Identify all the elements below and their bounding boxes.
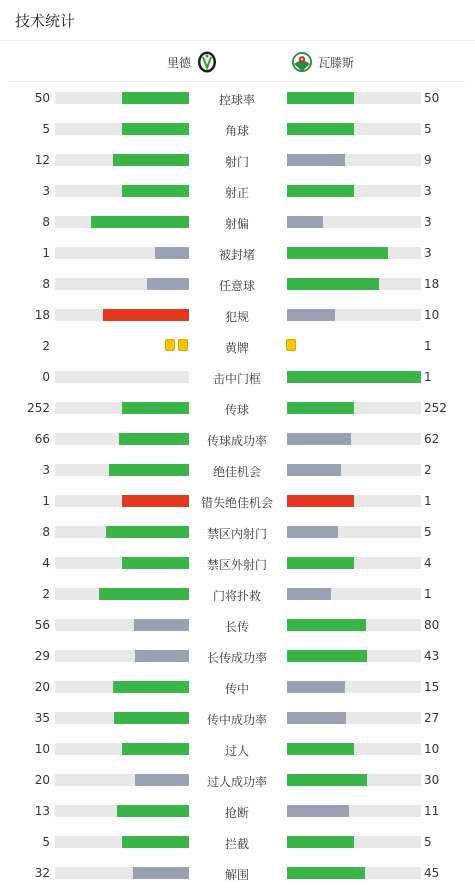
home-stat-bar — [55, 526, 189, 538]
stat-row — [0, 547, 475, 578]
home-stat-bar — [55, 619, 189, 631]
away-stat-bar — [287, 743, 421, 755]
away-stat-bar — [287, 681, 421, 693]
away-stat-bar — [287, 185, 421, 197]
away-stat-bar-fill — [287, 402, 354, 414]
home-stat-bar-fill — [99, 588, 189, 600]
away-stat-bar-fill — [287, 495, 354, 507]
home-stat-value: 8 — [42, 525, 50, 539]
away-stat-bar-fill — [287, 247, 388, 259]
home-stat-bar-fill — [109, 464, 189, 476]
away-stat-value: 15 — [424, 680, 440, 694]
away-stat-value: 3 — [424, 246, 432, 260]
home-stat-value: 20 — [34, 680, 50, 694]
away-stat-value: 43 — [424, 649, 440, 663]
away-stat-value: 80 — [424, 618, 440, 632]
yellow-card-icon — [165, 339, 175, 351]
stat-row — [0, 733, 475, 764]
home-stat-value: 2 — [42, 587, 50, 601]
home-stat-bar — [55, 712, 189, 724]
home-stat-value: 252 — [27, 401, 50, 415]
stat-label: 传中成功率 — [206, 713, 267, 727]
stat-row — [0, 144, 475, 175]
stat-label: 角球 — [224, 124, 249, 138]
away-stat-bar — [287, 464, 421, 476]
away-stat-bar-fill — [287, 185, 354, 197]
stat-row — [0, 237, 475, 268]
away-stat-value: 9 — [424, 153, 432, 167]
home-stat-bar — [55, 92, 189, 104]
home-stat-value: 20 — [34, 773, 50, 787]
home-stat-bar-fill — [91, 216, 189, 228]
stat-label: 长传 — [224, 620, 249, 634]
stat-row — [0, 392, 475, 423]
stat-label: 门将扑救 — [212, 589, 261, 603]
home-stat-bar — [55, 185, 189, 197]
home-stat-value: 1 — [42, 494, 50, 508]
away-stat-bar-fill — [287, 588, 331, 600]
away-stat-value: 3 — [424, 215, 432, 229]
away-stat-value: 1 — [424, 370, 432, 384]
page-title: 技术统计 — [15, 12, 76, 30]
away-stat-bar — [287, 309, 421, 321]
away-stat-bar-fill — [287, 557, 354, 569]
away-stat-value: 50 — [424, 91, 440, 105]
away-stat-bar — [287, 154, 421, 166]
away-stat-bar-fill — [287, 433, 351, 445]
away-stat-bar-fill — [287, 278, 379, 290]
away-stat-value: 1 — [424, 494, 432, 508]
home-stat-bar-fill — [114, 712, 189, 724]
away-stat-bar-fill — [287, 743, 354, 755]
away-stat-value: 18 — [424, 277, 440, 291]
stat-label: 传球 — [224, 403, 249, 417]
home-stat-bar — [55, 836, 189, 848]
stat-label: 拦截 — [224, 837, 249, 851]
home-stat-value: 35 — [34, 711, 50, 725]
away-stat-bar-fill — [287, 464, 341, 476]
away-team[interactable] — [292, 51, 354, 73]
home-stat-bar-fill — [113, 681, 189, 693]
stat-row — [0, 702, 475, 733]
home-stat-value: 2 — [42, 339, 50, 353]
home-stat-bar-fill — [122, 557, 189, 569]
away-stat-bar-fill — [287, 867, 365, 879]
away-stat-bar-fill — [287, 216, 323, 228]
home-stat-bar-fill — [147, 278, 189, 290]
away-stat-bar-fill — [287, 92, 354, 104]
stat-label: 解围 — [224, 868, 249, 882]
away-stat-value: 30 — [424, 773, 440, 787]
home-stat-bar — [55, 402, 189, 414]
home-stat-bar-fill — [103, 309, 189, 321]
stat-label: 抢断 — [224, 806, 249, 820]
stat-label: 禁区外射门 — [206, 558, 267, 572]
home-stat-bar — [55, 650, 189, 662]
away-stat-bar — [287, 371, 421, 383]
stat-row — [0, 609, 475, 640]
stat-row — [0, 578, 475, 609]
away-yellow-cards — [286, 339, 296, 351]
yellow-card-icon — [178, 339, 188, 351]
home-stat-value: 18 — [34, 308, 50, 322]
stat-label: 禁区内射门 — [206, 527, 267, 541]
home-stat-bar — [55, 743, 189, 755]
home-stat-bar-fill — [106, 526, 189, 538]
away-stat-value: 3 — [424, 184, 432, 198]
away-stat-bar-fill — [287, 681, 345, 693]
stat-label: 绝佳机会 — [212, 465, 261, 479]
away-stat-bar — [287, 650, 421, 662]
stat-label: 被封堵 — [218, 248, 255, 262]
home-stat-value: 4 — [42, 556, 50, 570]
home-stat-value: 5 — [42, 122, 50, 136]
stat-label: 任意球 — [218, 279, 255, 293]
home-stat-bar — [55, 154, 189, 166]
stat-label: 过人成功率 — [206, 775, 267, 789]
stat-label: 错失绝佳机会 — [200, 496, 273, 510]
away-stat-bar — [287, 92, 421, 104]
home-stat-value: 1 — [42, 246, 50, 260]
home-stat-bar-fill — [117, 805, 189, 817]
away-stat-value: 1 — [424, 339, 432, 353]
stat-row — [0, 113, 475, 144]
home-stat-bar — [55, 371, 189, 383]
home-stat-value: 8 — [42, 277, 50, 291]
away-stat-bar — [287, 774, 421, 786]
home-stat-bar — [55, 123, 189, 135]
away-stat-value: 10 — [424, 308, 440, 322]
away-stat-value: 5 — [424, 122, 432, 136]
home-stat-bar — [55, 681, 189, 693]
away-stat-bar — [287, 526, 421, 538]
away-stat-bar — [287, 712, 421, 724]
away-stat-bar-fill — [287, 309, 335, 321]
home-stat-bar-fill — [135, 650, 189, 662]
stat-label: 射正 — [224, 186, 249, 200]
stat-label: 黄牌 — [224, 341, 249, 355]
away-stat-bar-fill — [287, 154, 345, 166]
stat-row — [0, 795, 475, 826]
stat-label: 射偏 — [224, 217, 249, 231]
away-stat-bar — [287, 433, 421, 445]
home-stat-bar-fill — [122, 92, 189, 104]
away-stat-value: 5 — [424, 835, 432, 849]
away-stat-value: 4 — [424, 556, 432, 570]
home-stat-bar — [55, 774, 189, 786]
away-stat-bar — [287, 278, 421, 290]
stat-row — [0, 175, 475, 206]
home-yellow-cards — [165, 339, 188, 351]
away-stat-value: 1 — [424, 587, 432, 601]
home-stat-value: 3 — [42, 463, 50, 477]
home-stat-bar — [55, 216, 189, 228]
away-stat-bar — [287, 867, 421, 879]
home-stat-bar-fill — [134, 619, 189, 631]
away-stat-bar-fill — [287, 805, 349, 817]
away-stat-bar — [287, 123, 421, 135]
away-stat-bar — [287, 402, 421, 414]
away-team-crest-icon — [292, 51, 312, 73]
away-stat-bar — [287, 247, 421, 259]
away-stat-bar-fill — [287, 123, 354, 135]
home-stat-value: 56 — [34, 618, 50, 632]
home-stat-bar — [55, 557, 189, 569]
home-stat-bar — [55, 805, 189, 817]
away-stat-value: 5 — [424, 525, 432, 539]
away-stat-bar — [287, 495, 421, 507]
home-stat-value: 50 — [34, 91, 50, 105]
home-stat-bar — [55, 278, 189, 290]
stats-list — [0, 82, 475, 888]
away-stat-bar — [287, 836, 421, 848]
stat-row — [0, 454, 475, 485]
away-stat-value: 2 — [424, 463, 432, 477]
home-stat-bar — [55, 433, 189, 445]
stat-label: 射门 — [224, 155, 249, 169]
home-stat-bar — [55, 867, 189, 879]
away-stat-bar — [287, 619, 421, 631]
away-stat-bar-fill — [287, 712, 346, 724]
stat-label: 击中门框 — [212, 372, 261, 386]
stat-row — [0, 361, 475, 392]
home-stat-value: 0 — [42, 370, 50, 384]
home-team-name: 里德 — [166, 55, 191, 70]
stats-header — [0, 0, 475, 41]
away-team-name: 瓦滕斯 — [318, 55, 355, 70]
stat-row — [0, 82, 475, 113]
away-stat-bar — [287, 557, 421, 569]
away-stat-value: 45 — [424, 866, 440, 880]
home-stat-bar-fill — [119, 433, 189, 445]
stat-row — [0, 826, 475, 857]
stat-row — [0, 764, 475, 795]
away-stat-bar-fill — [287, 774, 367, 786]
stat-row — [0, 330, 475, 361]
away-stat-bar-fill — [287, 836, 354, 848]
home-stat-bar-fill — [122, 185, 189, 197]
stat-label: 犯规 — [224, 310, 249, 324]
away-stat-bar — [287, 588, 421, 600]
stat-label: 控球率 — [218, 93, 255, 107]
home-stat-value: 13 — [34, 804, 50, 818]
stat-row — [0, 423, 475, 454]
home-stat-value: 8 — [42, 215, 50, 229]
home-stat-bar-fill — [135, 774, 189, 786]
home-team[interactable] — [167, 51, 217, 73]
home-stat-bar-fill — [122, 836, 189, 848]
away-stat-bar-fill — [287, 371, 421, 383]
home-stat-value: 29 — [34, 649, 50, 663]
stat-row — [0, 640, 475, 671]
home-stat-bar-fill — [122, 743, 189, 755]
stat-row — [0, 268, 475, 299]
away-stat-bar — [287, 216, 421, 228]
away-stat-bar-fill — [287, 526, 338, 538]
home-stat-bar-fill — [122, 402, 189, 414]
away-stat-value: 11 — [424, 804, 440, 818]
stat-label: 过人 — [224, 744, 249, 758]
home-stat-value: 32 — [34, 866, 50, 880]
away-stat-bar-fill — [287, 650, 367, 662]
away-stat-bar-fill — [287, 619, 366, 631]
stat-label: 传球成功率 — [206, 434, 267, 448]
home-team-crest-icon — [197, 51, 217, 73]
home-stat-value: 66 — [34, 432, 50, 446]
away-stat-bar — [287, 805, 421, 817]
home-stat-bar-fill — [155, 247, 189, 259]
stat-row — [0, 299, 475, 330]
yellow-card-icon — [286, 339, 296, 351]
stat-row — [0, 206, 475, 237]
away-stat-value: 10 — [424, 742, 440, 756]
stat-row — [0, 516, 475, 547]
home-stat-value: 12 — [34, 153, 50, 167]
home-stat-bar-fill — [133, 867, 189, 879]
home-stat-bar — [55, 495, 189, 507]
stat-row — [0, 671, 475, 702]
stat-label: 传中 — [224, 682, 249, 696]
home-stat-value: 10 — [34, 742, 50, 756]
home-stat-bar — [55, 464, 189, 476]
home-stat-value: 5 — [42, 835, 50, 849]
away-stat-value: 62 — [424, 432, 440, 446]
home-stat-value: 3 — [42, 184, 50, 198]
stat-row — [0, 857, 475, 888]
home-stat-bar-fill — [113, 154, 189, 166]
teams-header — [8, 41, 467, 82]
away-stat-value: 252 — [424, 401, 447, 415]
home-stat-bar — [55, 247, 189, 259]
stat-row — [0, 485, 475, 516]
stat-label: 长传成功率 — [206, 651, 267, 665]
away-stat-value: 27 — [424, 711, 440, 725]
home-stat-bar-fill — [122, 495, 189, 507]
home-stat-bar-fill — [122, 123, 189, 135]
home-stat-bar — [55, 588, 189, 600]
home-stat-bar — [55, 309, 189, 321]
